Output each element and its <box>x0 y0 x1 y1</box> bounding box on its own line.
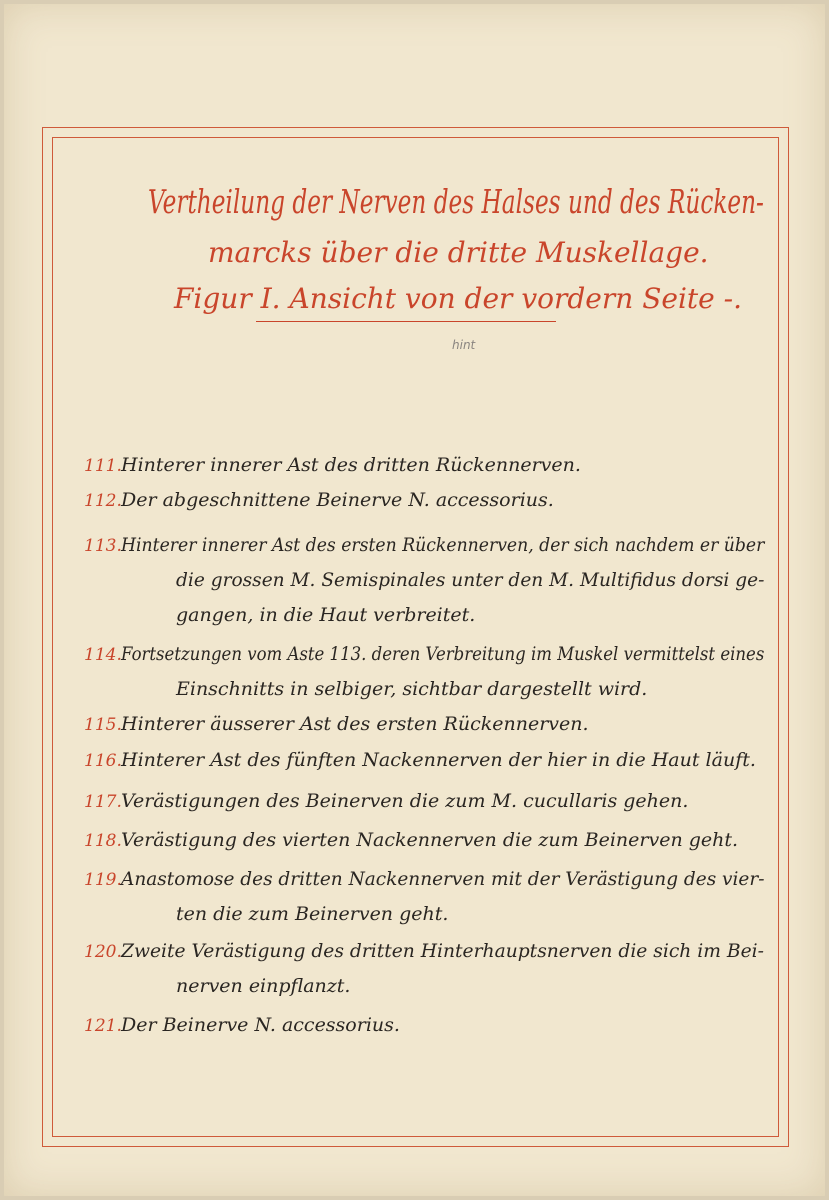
entry-text-cont: gangen, in die Haut verbreitet. <box>176 604 476 626</box>
entry-number: 120. <box>84 942 122 962</box>
pencil-annotation: hint <box>452 338 476 352</box>
entry-text: Der abgeschnittene Beinerve N. accessorius. <box>121 489 554 511</box>
entry-number: 117. <box>84 792 122 812</box>
entry-number: 115. <box>84 715 122 735</box>
entry-number: 111. <box>84 456 122 476</box>
entry-text-cont: die grossen M. Semispinales unter den M. Multifidus dorsi ge- <box>176 569 765 591</box>
entry-text: Fortsetzungen vom Aste 113. deren Verbreitung im Muskel vermittelst eines <box>121 643 765 665</box>
entry-number: 113. <box>84 536 122 556</box>
title-underline <box>256 321 556 322</box>
entry-text: Verästigungen des Beinerven die zum M. cucullaris gehen. <box>121 790 689 812</box>
entry-text-cont: ten die zum Beinerven geht. <box>176 903 449 925</box>
entry-number: 116. <box>84 751 122 771</box>
title-line-3: Figur I. Ansicht von der vordern Seite -. <box>174 282 742 315</box>
entry-number: 112. <box>84 491 122 511</box>
entry-text-cont: Einschnitts in selbiger, sichtbar dargestellt wird. <box>176 678 648 700</box>
title-line-1: Vertheilung der Nerven des Halses und des Rücken- <box>148 182 764 221</box>
manuscript-page <box>4 4 825 1196</box>
entry-text: Hinterer innerer Ast des dritten Rückennerven. <box>121 454 581 476</box>
entry-number: 114. <box>84 645 122 665</box>
title-line-2: marcks über die dritte Muskellage. <box>208 236 709 269</box>
entry-text: Zweite Verästigung des dritten Hinterhauptsnerven die sich im Bei- <box>121 940 764 962</box>
entry-text: Verästigung des vierten Nackennerven die zum Beinerven geht. <box>121 829 739 851</box>
entry-text: Hinterer äusserer Ast des ersten Rückennerven. <box>121 713 589 735</box>
entry-number: 118. <box>84 831 122 851</box>
entry-text: Hinterer Ast des fünften Nackennerven der hier in die Haut läuft. <box>121 749 756 771</box>
entry-text: Hinterer innerer Ast des ersten Rückennerven, der sich nachdem er über <box>121 534 765 556</box>
entry-number: 121. <box>84 1016 122 1036</box>
entry-text: Der Beinerve N. accessorius. <box>121 1014 400 1036</box>
entry-text: Anastomose des dritten Nackennerven mit der Verästigung des vier- <box>121 868 765 890</box>
entry-text-cont: nerven einpflanzt. <box>176 975 351 997</box>
entry-number: 119. <box>84 870 122 890</box>
